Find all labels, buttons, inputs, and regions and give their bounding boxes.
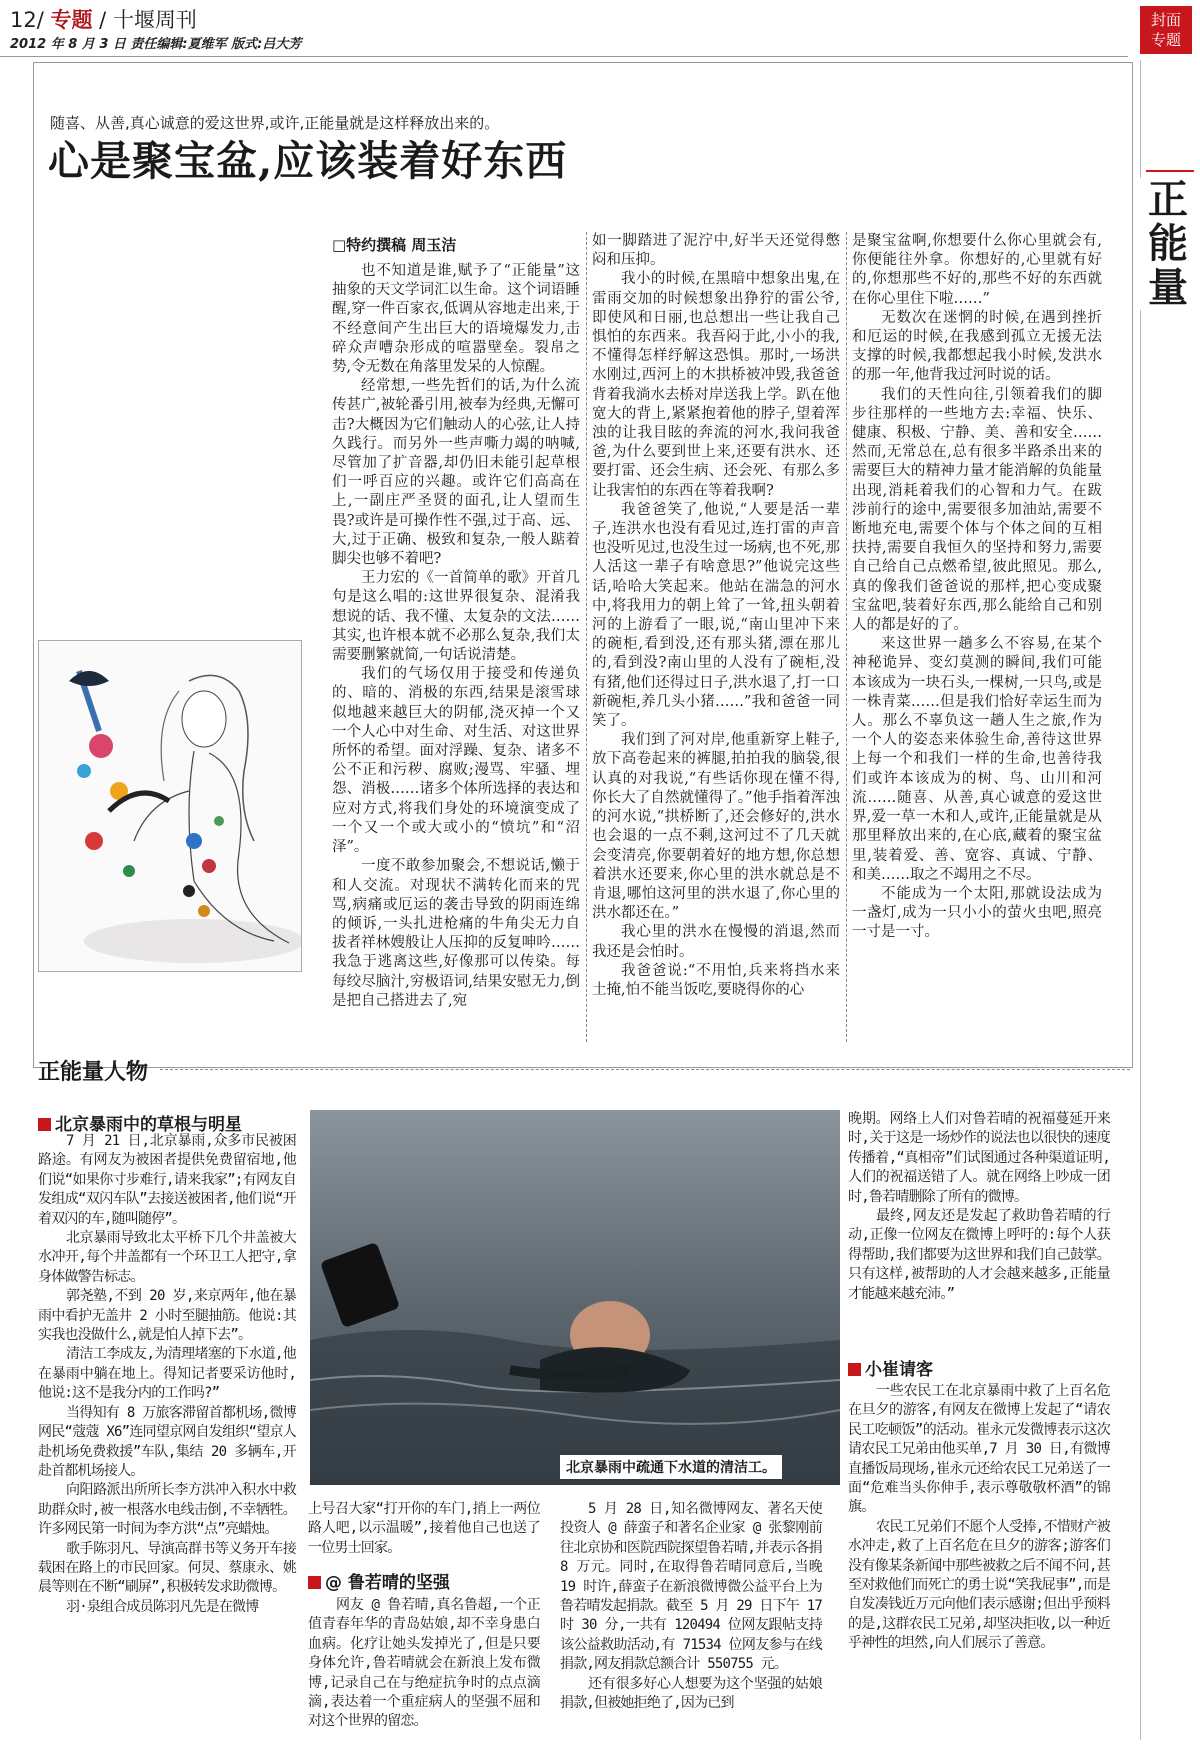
story-column-3 xyxy=(560,1500,822,1713)
feature-byline: □特约撰稿 周玉洁 xyxy=(332,236,457,254)
feature-deck: 随喜、从善,真心诚意的爱这世界,或许,正能量就是这样释放出来的。 xyxy=(50,114,500,132)
paragraph: 网友 @ 鲁若晴,真名鲁超,一个正值青春年华的青岛姑娘,却不幸身患白血病。化疗让她头发掉光了,但是只要身体允许,鲁若晴就会在新浪上发布微博,记录自己在与绝症抗争时的点点滴滴,表达着一个重症病人的坚强不屈和对这个世界的留恋。 xyxy=(308,1597,540,1730)
paper-name: 十堰周刊 xyxy=(112,8,197,32)
paragraph: 不能成为一个太阳,那就设法成为一盏灯,成为一只小小的萤火虫吧,照亮一寸是一寸。 xyxy=(852,885,1102,941)
side-label-char: 正 xyxy=(1148,177,1188,223)
dateline: 2012 年 8 月 3 日 责任编辑:夏维军 版式:吕大芳 xyxy=(10,37,302,52)
paragraph: 我们的天性向往,引领着我们的脚步往那样的一些地方去:幸福、快乐、健康、积极、宁静、美、善和安全……然而,无常总在,总有很多半路杀出来的需要巨大的精神力量才能消解的负能量出现,消耗着我们的心智和力气。在跋涉前行的途中,需要很多加油站,需要不断地充电,需要个体与个体之间的互相扶持,需要自我恒久的坚持和努力,需要自己给自己点燃希望,彼此照见。那么,真的像我们爸爸说的那样,把心变成聚宝盆吧,装着好东西,那么能给自己和别人的都是好的了。 xyxy=(852,386,1102,634)
paragraph: 5 月 28 日,知名微博网友、著名天使投资人 @ 薛蛮子和著名企业家 @ 张黎刚前往北京协和医院西院探望鲁若晴,并表示各捐 8 万元。同时,在取得鲁若晴同意后,当晚 19 时许,薛蛮子在新浪微博微公益平台上为鲁若晴发起捐款。截至 5 月 29 日下午 17 时 30 分,一共有 120494 位网友跟帖支持该公益救助活动,有 71534 位网友参与在线捐款,网友捐款总额合计 550755 元。 xyxy=(560,1501,822,1673)
paragraph: 农民工兄弟们不愿个人受捧,不惜财产被水冲走,救了上百名危在旦夕的游客;游客们没有像某条新闻中那些被救之后不闻不问,甚至对救他们而死亡的勇士说“笑我屁事”,而是自发凑钱近万元向他们表示感谢;但出乎预料的是,这群农民工兄弟,却坚决拒收,以一种近乎神性的坦然,向人们展示了善意。 xyxy=(848,1518,1110,1652)
paragraph: 清洁工李成友,为清理堵塞的下水道,他在暴雨中躺在地上。得知记者要采访他时,他说:这不是我分内的工作吗?” xyxy=(38,1346,296,1402)
feature-column-2 xyxy=(592,232,840,1000)
paragraph: 经常想,一些先哲们的话,为什么流传甚广,被轮番引用,被奉为经典,无懈可击?大概因为它们触动人的心弦,让人持久践行。而另外一些声嘶力竭的呐喊,尽管加了扩音器,却仍旧未能引起草根们一呼百应的兴趣。或许它们高高在上,一副庄严圣贤的面孔,让人望而生畏?或许是可操作性不强,过于高、远、大,过于正确、极致和复杂,一般人踮着脚尖也够不着吧? xyxy=(332,378,580,568)
feature-headline: 心是聚宝盆,应该装着好东西 xyxy=(48,137,568,185)
side-label xyxy=(1140,178,1196,310)
paragraph: 是聚宝盆啊,你想要什么你心里就会有,你便能往外拿。你想好的,心里就有好的,你想那些不好的,那些不好的东西就在你心里住下啦……” xyxy=(852,233,1102,307)
side-label-char: 量 xyxy=(1148,265,1188,311)
paragraph: 羽·泉组合成员陈羽凡先是在微博 xyxy=(66,1598,259,1615)
page-number: 12/ xyxy=(10,8,44,32)
paragraph: 王力宏的《一首简单的歌》开首几句是这么唱的:这世界很复杂、混淆我想说的话、我不懂、太复杂的文法……其实,也许根本就不必那么复杂,我们太需要删繁就简,一句话说清楚。 xyxy=(332,570,580,664)
paragraph: 我心里的洪水在慢慢的消退,然而我还是会怕时。 xyxy=(592,924,840,960)
paragraph: 我爸爸说:“不用怕,兵来将挡水来土掩,怕不能当饭吃,要晓得你的心 xyxy=(592,962,840,998)
news-photo-flood-worker xyxy=(310,1110,840,1485)
paragraph: 我们到了河对岸,他重新穿上鞋子,放下高卷起来的裤腿,拍拍我的脑袋,很认真的对我说,“有些话你现在懂不得,你长大了自然就懂得了。”他手指着浑浊的河水说,“拱桥断了,还会修好的,洪水也会退的一点不剩,这河过不了几天就会变清亮,你要朝着好的地方想,你总想着洪水还要来,你心里的洪水就总是不肯退,哪怕这河里的洪水退了,你心里的洪水都还在。” xyxy=(592,732,840,922)
header-rule xyxy=(0,56,1128,57)
section-rule xyxy=(160,1069,1130,1070)
paragraph: 无数次在迷惘的时候,在遇到挫折和厄运的时候,在我感到孤立无援无法支撑的时候,我都想起我小时候,发洪水的那一年,他背我过河时说的话。 xyxy=(852,309,1102,384)
paragraph: 我们的气场仅用于接受和传递负的、暗的、消极的东西,结果是滚雪球似地越来越巨大的阴郁,浇灭掉一个又一个人心中对生命、对生活、对这世界所怀的希望。面对浮躁、复杂、诸多不公不正和污秽、腐败;漫骂、牢骚、埋怨、消极……诸多个体所选择的表达和应对方式,将我们身处的环境演变成了一个又一个或大或小的“愤坑”和“沼泽”。 xyxy=(332,666,580,856)
photo-drawing xyxy=(310,1110,840,1485)
section-tag-line2: 专题 xyxy=(1150,31,1181,49)
page-header xyxy=(10,4,197,34)
paragraph: 也不知道是谁,赋予了“正能量”这抽象的天文学词汇以生命。这个词语睡醒,穿一件百家衣,低调从容地走出来,于不经意间产生出巨大的语境爆发力,击碎众声嘈杂形成的喧嚣壁垒。裂帛之势,令无数在角落里发呆的人惊醒。 xyxy=(332,263,580,376)
paragraph: 歌手陈羽凡、导演高群书等义务开车接载困在路上的市民回家。何炅、蔡康永、姚晨等则在不断“刷屏”,积极转发求助微博。 xyxy=(38,1540,296,1596)
paragraph: 如一脚踏进了泥泞中,好半天还觉得憋闷和压抑。 xyxy=(592,233,840,269)
illustration-girl-with-flowers xyxy=(38,640,302,972)
feature-column-3 xyxy=(852,232,1102,943)
paragraph: 一些农民工在北京暴雨中救了上百名危在旦夕的游客,有网友在微博上发起了“请农民工吃顿饭”的活动。崔永元发微博表示这次请农民工兄弟由他买单,7 月 30 日,有微博直播饭局现场,崔永元还给农民工兄弟送了一面“危难当头你伸手,表示尊敬敬杯酒”的锦旗。 xyxy=(848,1383,1110,1516)
paragraph: 上号召大家“打开你的车门,捎上一两位路人吧,以示温暖”,接着他自己也送了一位男士回家。 xyxy=(308,1501,540,1556)
section-title: 正能量人物 xyxy=(38,1060,149,1085)
paragraph: 我爸爸笑了,他说,“人要是活一辈子,连洪水也没有看见过,连打雷的声音也没听见过,也没生过一场病,也不死,那人活这一辈子有啥意思?”他说完这些话,哈哈大笑起来。他站在湍急的河水中,将我用力的朝上耸了一耸,扭头朝着河的上游看了一眼,说,“南山里冲下来的碗柜,看到没,还有那头猪,漂在那儿的,看到没?南山里的人没有了碗柜,没有猪,他们还得过日子,洪水退了,打一口新碗柜,养几头小猪……”我和爸爸一同笑了。 xyxy=(592,501,840,730)
paragraph: 向阳路派出所所长李方洪冲入积水中救助群众时,被一根落水电线击倒,不幸牺牲。许多网民第一时间为李方洪“点”亮蜡烛。 xyxy=(38,1482,296,1538)
paragraph: 郭尧塾,不到 20 岁,来京两年,他在暴雨中看护无盖井 2 小时至腿抽筋。他说:其实我也没做什么,就是怕人掉下去”。 xyxy=(38,1288,296,1344)
paragraph: 晚期。网络上人们对鲁若晴的祝福蔓延开来时,关于这是一场炒作的说法也以很快的速度传播着,“真相帝”们试图通过各种渠道证明,人们的祝福送错了人。就在网络上吵成一团时,鲁若晴删除了所有的微博。 xyxy=(848,1111,1110,1205)
side-accent xyxy=(1146,170,1194,172)
illustration-drawing xyxy=(39,641,301,971)
paragraph: 当得知有 8 万旅客滞留首都机场,微博网民“蔻蔻 X6”连同望京网自发组织“望京人赴机场免费救援”车队,集结 20 多辆车,开赴首都机场接人。 xyxy=(38,1404,296,1479)
story-column-4b xyxy=(848,1382,1110,1654)
section-tag xyxy=(1140,6,1192,54)
paragraph: 一度不敢参加聚会,不想说话,懒于和人交流。对现状不满转化而来的咒骂,病痛或厄运的袭击导致的阴雨连绵的倾诉,一头扎进枪痛的牛角尖无力自拔者祥林嫂般让人压抑的反复呻吟……我急于逃离这些,好像那可以传染。每每绞尽脑汁,穷极语词,结果安慰无力,倒是把自己搭进去了,宛 xyxy=(332,858,580,1009)
story-column-4 xyxy=(848,1110,1110,1304)
paragraph: 7 月 21 日,北京暴雨,众多市民被困路途。有网友为被困者提供免费留宿地,他们说“如果你寸步难行,请来我家”;有网友自发组成“双闪车队”去接送被困者,他们说“开着双闪的车,随叫随停”。 xyxy=(38,1133,296,1227)
section-name: 专题 xyxy=(50,8,93,32)
column-divider xyxy=(586,232,587,1042)
section-tag-line1: 封面 xyxy=(1150,11,1181,29)
paragraph: 我小的时候,在黑暗中想象出鬼,在雷雨交加的时候想象出狰狞的雷公爷,即使风和日丽,也总想出一些让我自己惧怕的东西来。我吾闷于此,小小的我,不懂得怎样纾解这恐惧。那时,一场洪水刚过,西河上的木拱桥被冲毁,我爸爸背着我淌水去桥对岸送我上学。趴在他宽大的背上,紧紧抱着他的脖子,望着浑浊的让我目眩的奔流的河水,我问我爸爸,为什么要到世上来,还要有洪水、还要打雷、还会生病、还会死、有那么多让我害怕的东西在等着我啊? xyxy=(592,271,840,499)
story-column-2 xyxy=(308,1500,540,1558)
story-heading: @ 鲁若晴的坚强 xyxy=(308,1568,450,1593)
story-column-1 xyxy=(38,1132,296,1617)
story-heading: 小崔请客 xyxy=(848,1355,933,1380)
paragraph: 来这世界一趟多么不容易,在某个神秘诡异、变幻莫测的瞬间,我们可能本该成为一块石头,一棵树,一只鸟,或是一株青菜……但是我们恰好幸运生而为人。那么不辜负这一趟人生之旅,作为一个人的姿态来体验生命,善待这世界上每一个和我们一样的生命,也善待我们或许本该成为的树、鸟、山川和河流……随喜、从善,真心诚意的爱这世界,爱一草一木和人,或许,正能量就是从那里释放出来的,在心底,藏着的聚宝盆里,装着爱、善、宽容、真诚、宁静、和美……取之不竭用之不尽。 xyxy=(852,636,1102,883)
paragraph: 北京暴雨导致北太平桥下几个井盖被大水冲开,每个井盖都有一个环卫工人把守,拿身体做警告标志。 xyxy=(38,1230,296,1285)
photo-caption: 北京暴雨中疏通下水道的清洁工。 xyxy=(560,1455,782,1479)
side-label-char: 能 xyxy=(1148,221,1188,267)
story-heading: 北京暴雨中的草根与明星 xyxy=(38,1110,242,1135)
story-column-2b xyxy=(308,1596,540,1732)
column-divider xyxy=(846,232,847,1042)
feature-column-1 xyxy=(332,262,580,1011)
paragraph: 还有很多好心人想要为这个坚强的姑娘捐款,但被她拒绝了,因为已到 xyxy=(560,1675,822,1712)
paragraph: 最终,网友还是发起了救助鲁若晴的行动,正像一位网友在微博上呼吁的:每个人获得帮助,我们都要为这世界和我们自己鼓掌。只有这样,被帮助的人才会越来越多,正能量才能越来越充沛。” xyxy=(848,1208,1110,1302)
side-rule xyxy=(1140,60,1141,1740)
header-slash: / xyxy=(99,8,113,32)
